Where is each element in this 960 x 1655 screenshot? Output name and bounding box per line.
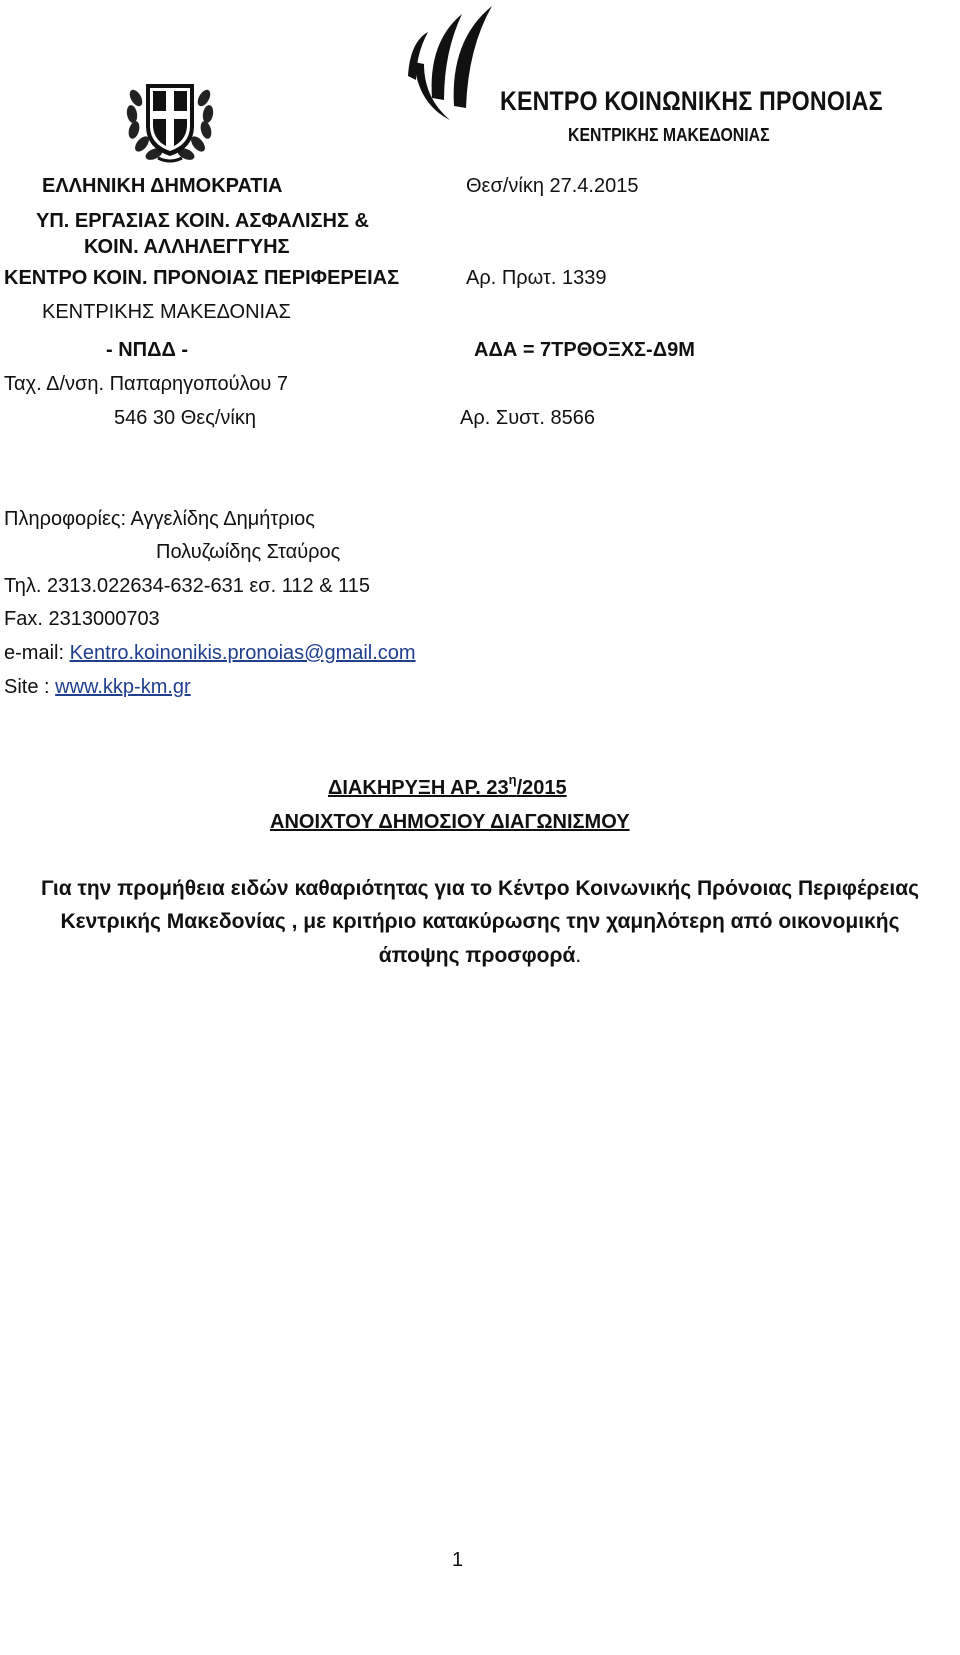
logo-subtitle: ΚΕΝΤΡΙΚΗΣ ΜΑΚΕΔΟΝΙΑΣ (568, 125, 770, 145)
declaration-title-sup: η (508, 772, 517, 788)
page-number: 1 (452, 1549, 464, 1571)
header-republic: ΕΛΛΗΝΙΚΗ ΔΗΜΟΚΡΑΤΙΑ (42, 175, 283, 197)
header-region: ΚΕΝΤΡΙΚΗΣ ΜΑΚΕΔΟΝΙΑΣ (42, 301, 291, 323)
header-address: Ταχ. Δ/νση. Παπαρηγοπούλου 7 (4, 373, 289, 395)
kkp-logo-swoosh-icon (404, 2, 500, 122)
email-line (4, 641, 416, 665)
site-link[interactable]: www.kkp-km.gr (55, 676, 191, 698)
email-label: e-mail: (4, 642, 70, 664)
body-line-1: Για την προμήθεια ειδών καθαριότητας για το Κέντρο Κοινωνικής Πρόνοιας Περιφέρειας (40, 877, 920, 900)
body-line-2: Κεντρικής Μακεδονίας , με κριτήριο κατακύρωσης την χαμηλότερη από οικονομικής (60, 910, 900, 933)
header-center: ΚΕΝΤΡΟ ΚΟΙΝ. ΠΡΟΝΟΙΑΣ ΠΕΡΙΦΕΡΕΙΑΣ (4, 267, 400, 289)
declaration-subtitle: ΑΝΟΙΧΤΟΥ ΔΗΜΟΣΙΟΥ ΔΙΑΓΩΝΙΣΜΟΥ (270, 811, 630, 833)
email-link[interactable]: Kentro.koinonikis.pronoias@gmail.com (69, 642, 416, 664)
logo-title: ΚΕΝΤΡΟ ΚΟΙΝΩΝΙΚΗΣ ΠΡΟΝΟΙΑΣ (500, 86, 883, 116)
header-legal-form: - ΝΠΔΔ - (106, 339, 189, 361)
info-person-second: Πολυζωίδης Σταύρος (156, 541, 341, 563)
header-postcode: 546 30 Θες/νίκη (114, 407, 256, 429)
header-ministry-cont: ΚΟΙΝ. ΑΛΛΗΛΕΓΓΥΗΣ (84, 236, 290, 258)
body-line-3-text: άποψης προσφορά (378, 944, 576, 967)
fax-line: Fax. 2313000703 (4, 608, 160, 630)
declaration-title (328, 772, 567, 800)
system-number: Αρ. Συστ. 8566 (460, 407, 595, 429)
phone-line: Τηλ. 2313.022634-632-631 εσ. 112 & 115 (4, 575, 370, 597)
declaration-title-suffix: /2015 (516, 777, 567, 799)
ada-code: ΑΔΑ = 7ΤΡΘΟΞΧΣ-Δ9Μ (474, 339, 695, 361)
body-line-3 (0, 943, 960, 969)
body-period: . (575, 944, 582, 967)
protocol-number: Αρ. Πρωτ. 1339 (466, 267, 607, 289)
document-date: Θεσ/νίκη 27.4.2015 (466, 175, 639, 197)
site-label: Site : (4, 676, 56, 698)
site-line (4, 675, 191, 699)
greek-coat-of-arms-icon (124, 68, 216, 166)
header-ministry: ΥΠ. ΕΡΓΑΣΙΑΣ ΚΟΙΝ. ΑΣΦΑΛΙΣΗΣ & (36, 210, 369, 232)
info-persons: Πληροφορίες: Αγγελίδης Δημήτριος (4, 508, 315, 530)
declaration-title-prefix: ΔΙΑΚΗΡΥΞΗ ΑΡ. 23 (328, 777, 509, 799)
